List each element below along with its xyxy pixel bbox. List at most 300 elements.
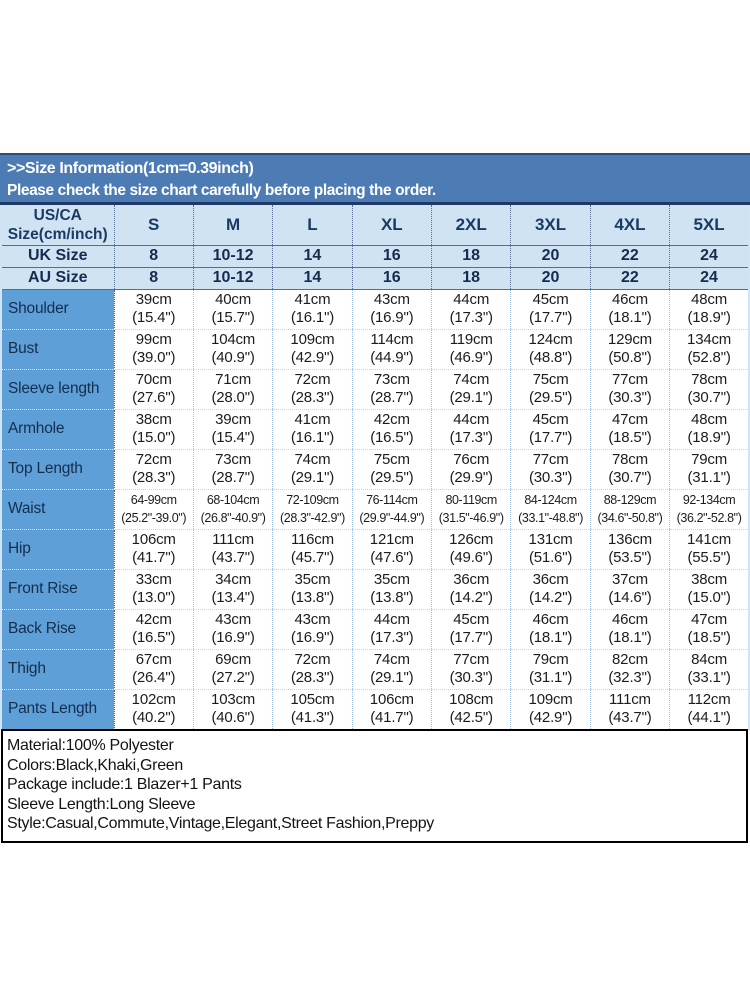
measurement-inch: (17.7"): [529, 309, 573, 326]
measurement-cell: [273, 649, 352, 689]
measurement-cell: [432, 409, 511, 449]
measurement-inch: (18.9"): [687, 429, 731, 446]
measurement-cell: [114, 369, 193, 409]
measurement-cell: [193, 329, 272, 369]
measurement-cm: 112cm: [687, 690, 731, 708]
measurement-cm: 40cm: [215, 290, 251, 308]
measurement-cm: 134cm: [687, 330, 732, 348]
measurement-label: Thigh: [1, 649, 114, 689]
measurement-cell: [590, 329, 669, 369]
measurement-cm: 79cm: [532, 650, 569, 668]
measurement-cell: [590, 369, 669, 409]
measurement-inch: (18.1"): [608, 309, 652, 326]
measurement-cell: [193, 489, 272, 529]
measurement-cm: 99cm: [135, 330, 172, 348]
measurement-inch: (33.1"): [687, 669, 731, 686]
measurement-cell: [432, 689, 511, 729]
measurement-cell: [670, 529, 749, 569]
measurement-cell: [590, 689, 669, 729]
size-header-cell: L: [273, 205, 352, 245]
measurement-cm: 35cm: [373, 570, 410, 588]
measurement-cm: 43cm: [294, 610, 331, 628]
measurement-cell: [273, 489, 352, 529]
size-header-cell: XL: [352, 205, 431, 245]
measurement-cell: [352, 609, 431, 649]
measurement-inch: (16.9"): [370, 309, 414, 326]
measurement-cell: [511, 449, 590, 489]
measurement-inch: (39.0"): [132, 349, 176, 366]
measurement-inch: (30.3"): [449, 669, 493, 686]
measurement-cm: 79cm: [691, 450, 727, 468]
measurement-cm: 72cm: [135, 450, 172, 468]
measurement-inch: (13.0"): [132, 589, 176, 606]
measurement-cell: [114, 329, 193, 369]
measurement-cell: [670, 569, 749, 609]
size-value-cell: 8: [114, 245, 193, 267]
measurement-cell: [670, 329, 749, 369]
table-header-label-line2: Size(cm/inch): [7, 225, 108, 243]
measurement-cell: [114, 489, 193, 529]
measurement-inch: (18.1"): [529, 629, 573, 646]
measurement-cell: [352, 529, 431, 569]
measurement-cm: 46cm: [611, 610, 648, 628]
measurement-inch: (28.7"): [211, 469, 255, 486]
size-chart-warning: Please check the size chart carefully before placing the order.: [7, 182, 436, 199]
size-info-title: >>Size Information(1cm=0.39inch): [7, 160, 254, 177]
measurement-cell: [432, 609, 511, 649]
measurement-row: [1, 409, 749, 449]
measurement-cm: 136cm: [607, 530, 652, 548]
measurement-cm: 35cm: [294, 570, 331, 588]
measurement-row: [1, 449, 749, 489]
measurement-cm: 73cm: [215, 450, 251, 468]
measurement-cm: 34cm: [215, 570, 251, 588]
measurement-inch: (42.9"): [290, 349, 334, 366]
measurement-inch: (18.5"): [687, 629, 731, 646]
measurement-inch: (43.7"): [608, 709, 652, 726]
measurement-inch: (25.2"-39.0"): [121, 511, 187, 525]
measurement-cell: [352, 569, 431, 609]
measurement-cm: 48cm: [691, 410, 727, 428]
measurement-inch: (16.5"): [370, 429, 414, 446]
product-info-line: Material:100% Polyester: [7, 737, 174, 754]
measurement-cm: 88-129cm: [603, 493, 657, 507]
measurement-inch: (17.3"): [449, 309, 493, 326]
measurement-label: Hip: [1, 529, 114, 569]
measurement-cell: [352, 449, 431, 489]
measurement-inch: (29.9"-44.9"): [359, 511, 425, 525]
measurement-cm: 48cm: [691, 290, 727, 308]
measurement-cm: 46cm: [611, 290, 648, 308]
measurement-cell: [432, 329, 511, 369]
size-value-cell: 14: [273, 245, 352, 267]
measurement-cm: 64-99cm: [130, 493, 177, 507]
measurement-inch: (36.2"-52.8"): [676, 511, 742, 525]
measurement-cell: [511, 569, 590, 609]
measurement-inch: (14.2"): [529, 589, 573, 606]
measurement-label: Sleeve length: [1, 369, 114, 409]
measurement-inch: (40.2"): [132, 709, 176, 726]
measurement-inch: (13.8"): [290, 589, 334, 606]
measurement-inch: (55.5"): [687, 549, 731, 566]
measurement-label: Bust: [1, 329, 114, 369]
measurement-label: Pants Length: [1, 689, 114, 729]
measurement-cell: [590, 409, 669, 449]
measurement-inch: (16.9"): [211, 629, 255, 646]
measurement-cell: [670, 289, 749, 329]
measurement-cell: [590, 529, 669, 569]
measurement-cell: [590, 489, 669, 529]
measurement-label: Front Rise: [1, 569, 114, 609]
measurement-cm: 39cm: [135, 290, 172, 308]
measurement-cell: [670, 649, 749, 689]
measurement-cell: [352, 289, 431, 329]
measurement-inch: (28.0"): [211, 389, 255, 406]
measurement-inch: (29.1"): [449, 389, 493, 406]
measurement-inch: (13.8"): [370, 589, 414, 606]
measurement-inch: (51.6"): [529, 549, 573, 566]
measurement-cell: [273, 609, 352, 649]
measurement-inch: (17.7"): [449, 629, 493, 646]
measurement-cm: 84cm: [691, 650, 727, 668]
measurement-cell: [193, 289, 272, 329]
measurement-cm: 84-124cm: [524, 493, 577, 507]
measurement-cm: 47cm: [611, 410, 648, 428]
measurement-cm: 44cm: [453, 290, 490, 308]
measurement-inch: (16.1"): [290, 429, 334, 446]
measurement-inch: (18.1"): [608, 629, 652, 646]
measurement-inch: (15.4"): [211, 429, 255, 446]
measurement-cell: [670, 489, 749, 529]
measurement-inch: (30.3"): [608, 389, 652, 406]
measurement-inch: (16.1"): [290, 309, 334, 326]
measurement-cm: 82cm: [611, 650, 648, 668]
measurement-cm: 77cm: [532, 450, 569, 468]
measurement-cell: [114, 529, 193, 569]
measurement-cell: [352, 689, 431, 729]
measurement-cell: [511, 689, 590, 729]
measurement-cm: 71cm: [215, 370, 251, 388]
product-info-line: Style:Casual,Commute,Vintage,Elegant,Street Fashion,Preppy: [7, 815, 434, 832]
measurement-inch: (31.1"): [529, 669, 573, 686]
measurement-inch: (28.3"-42.9"): [280, 511, 345, 525]
measurement-cell: [273, 369, 352, 409]
size-value-cell: 24: [670, 245, 749, 267]
measurement-cell: [114, 569, 193, 609]
measurement-cm: 74cm: [373, 650, 410, 668]
measurement-cell: [114, 649, 193, 689]
size-value-cell: 20: [511, 245, 590, 267]
measurement-cm: 70cm: [135, 370, 172, 388]
measurement-cell: [432, 569, 511, 609]
measurement-cm: 41cm: [294, 290, 331, 308]
measurement-cm: 75cm: [532, 370, 569, 388]
measurement-inch: (15.7"): [211, 309, 255, 326]
measurement-cm: 126cm: [449, 530, 494, 548]
size-row-label: UK Size: [1, 245, 114, 267]
product-info-box: [1, 729, 748, 843]
measurement-cell: [670, 689, 749, 729]
measurement-cm: 129cm: [607, 330, 652, 348]
measurement-cell: [670, 609, 749, 649]
measurement-cm: 124cm: [528, 330, 573, 348]
product-info-line: Colors:Black,Khaki,Green: [7, 756, 183, 774]
measurement-cell: [670, 449, 749, 489]
measurement-inch: (28.3"): [290, 669, 334, 686]
measurement-inch: (28.7"): [370, 389, 414, 406]
measurement-cell: [511, 489, 590, 529]
size-value-cell: 20: [511, 267, 590, 289]
size-value-cell: 18: [432, 245, 511, 267]
measurement-cell: [352, 649, 431, 689]
measurement-cell: [273, 329, 352, 369]
measurement-cm: 39cm: [215, 410, 251, 428]
measurement-inch: (28.3"): [290, 389, 334, 406]
measurement-inch: (40.9"): [211, 349, 255, 366]
measurement-cell: [511, 609, 590, 649]
measurement-cell: [114, 449, 193, 489]
measurement-cm: 38cm: [691, 570, 727, 588]
measurement-cm: 131cm: [528, 530, 573, 548]
measurement-cell: [432, 649, 511, 689]
size-value-cell: 10-12: [193, 245, 272, 267]
measurement-cell: [114, 689, 193, 729]
table-header-row: [1, 205, 749, 245]
measurement-cm: 108cm: [449, 690, 494, 708]
measurement-cm: 76cm: [453, 450, 490, 468]
size-value-cell: 8: [114, 267, 193, 289]
measurement-cell: [273, 449, 352, 489]
measurement-cell: [511, 529, 590, 569]
measurement-inch: (28.3"): [132, 469, 176, 486]
size-header-cell: 3XL: [511, 205, 590, 245]
measurement-cm: 69cm: [215, 650, 251, 668]
measurement-cm: 78cm: [691, 370, 727, 388]
size-header-cell: S: [114, 205, 193, 245]
measurement-cell: [511, 649, 590, 689]
measurement-cm: 114cm: [370, 330, 414, 348]
measurement-cm: 44cm: [453, 410, 490, 428]
size-value-cell: 16: [352, 267, 431, 289]
product-info-line: Package include:1 Blazer+1 Pants: [7, 776, 242, 793]
measurement-inch: (41.7"): [370, 709, 414, 726]
measurement-cell: [511, 409, 590, 449]
measurement-inch: (29.1"): [370, 669, 414, 686]
measurement-cm: 33cm: [135, 570, 172, 588]
size-row-label: AU Size: [1, 267, 114, 289]
measurement-cell: [590, 609, 669, 649]
measurement-inch: (15.4"): [132, 309, 176, 326]
measurement-cm: 47cm: [691, 610, 727, 628]
measurement-cm: 37cm: [611, 570, 648, 588]
measurement-cell: [670, 369, 749, 409]
uk-size-row: [1, 245, 749, 267]
measurement-cell: [590, 289, 669, 329]
measurement-inch: (49.6"): [449, 549, 493, 566]
measurement-cm: 44cm: [373, 610, 410, 628]
measurement-cell: [273, 289, 352, 329]
measurement-inch: (18.9"): [687, 309, 731, 326]
size-header-cell: M: [193, 205, 272, 245]
measurement-cell: [590, 569, 669, 609]
measurement-cm: 46cm: [532, 610, 569, 628]
measurement-row: [1, 689, 749, 729]
size-header-cell: 4XL: [590, 205, 669, 245]
measurement-inch: (17.3"): [449, 429, 493, 446]
size-header-cell: 2XL: [432, 205, 511, 245]
measurement-cell: [193, 529, 272, 569]
measurement-inch: (26.8"-40.9"): [200, 511, 266, 525]
measurement-cm: 109cm: [528, 690, 573, 708]
measurement-inch: (13.4"): [211, 589, 255, 606]
measurement-cm: 103cm: [211, 690, 256, 708]
measurement-cm: 45cm: [532, 410, 569, 428]
measurement-cell: [511, 369, 590, 409]
size-value-cell: 14: [273, 267, 352, 289]
measurement-cell: [193, 449, 272, 489]
measurement-row: [1, 489, 749, 529]
measurement-cell: [273, 409, 352, 449]
measurement-cm: 43cm: [373, 290, 410, 308]
measurement-row: [1, 649, 749, 689]
measurement-inch: (42.9"): [529, 709, 573, 726]
measurement-cell: [114, 609, 193, 649]
measurement-cm: 119cm: [449, 330, 493, 348]
measurement-cm: 36cm: [532, 570, 569, 588]
measurement-cm: 67cm: [135, 650, 172, 668]
measurement-cell: [432, 369, 511, 409]
measurement-cm: 72-109cm: [286, 493, 339, 507]
measurement-cm: 77cm: [453, 650, 490, 668]
size-table: [0, 205, 750, 730]
measurement-inch: (18.5"): [608, 429, 652, 446]
measurement-inch: (45.7"): [290, 549, 334, 566]
measurement-cm: 72cm: [294, 650, 331, 668]
measurement-cm: 106cm: [131, 530, 176, 548]
measurement-label: Back Rise: [1, 609, 114, 649]
au-size-row: [1, 267, 749, 289]
measurement-row: [1, 329, 749, 369]
measurement-cell: [273, 529, 352, 569]
size-value-cell: 22: [590, 245, 669, 267]
measurement-inch: (41.7"): [132, 549, 176, 566]
measurement-cm: 76-114cm: [366, 493, 418, 507]
measurement-inch: (44.9"): [370, 349, 414, 366]
measurement-cell: [193, 369, 272, 409]
measurement-cm: 74cm: [453, 370, 490, 388]
measurement-cm: 45cm: [453, 610, 490, 628]
measurement-inch: (43.7"): [211, 549, 255, 566]
measurement-inch: (34.6"-50.8"): [597, 511, 663, 525]
measurement-inch: (41.3"): [290, 709, 334, 726]
measurement-cm: 80-119cm: [445, 493, 497, 507]
measurement-cell: [193, 649, 272, 689]
measurement-inch: (31.1"): [687, 469, 731, 486]
measurement-cell: [114, 409, 193, 449]
measurement-cm: 43cm: [215, 610, 251, 628]
measurement-cell: [590, 449, 669, 489]
measurement-label: Shoulder: [1, 289, 114, 329]
measurement-inch: (29.1"): [290, 469, 334, 486]
measurement-cell: [273, 569, 352, 609]
measurement-label: Top Length: [1, 449, 114, 489]
measurement-inch: (15.0"): [132, 429, 176, 446]
measurement-cell: [193, 569, 272, 609]
measurement-cm: 92-134cm: [682, 493, 736, 507]
measurement-inch: (53.5"): [608, 549, 652, 566]
measurement-inch: (33.1"-48.8"): [518, 511, 583, 525]
measurement-cm: 116cm: [290, 530, 334, 548]
measurement-inch: (50.8"): [608, 349, 652, 366]
measurement-inch: (14.2"): [449, 589, 493, 606]
measurement-cm: 121cm: [369, 530, 414, 548]
measurement-inch: (27.6"): [132, 389, 176, 406]
measurement-cell: [670, 409, 749, 449]
measurement-cm: 141cm: [687, 530, 732, 548]
measurement-inch: (17.7"): [529, 429, 573, 446]
measurement-cell: [193, 689, 272, 729]
measurement-cm: 111cm: [609, 690, 651, 708]
measurement-inch: (46.9"): [449, 349, 493, 366]
measurement-label: Armhole: [1, 409, 114, 449]
measurement-cell: [432, 449, 511, 489]
measurement-inch: (47.6"): [370, 549, 414, 566]
measurement-inch: (30.7"): [608, 469, 652, 486]
measurement-cm: 106cm: [369, 690, 414, 708]
measurement-cell: [352, 329, 431, 369]
measurement-cm: 109cm: [290, 330, 335, 348]
measurement-cm: 36cm: [453, 570, 490, 588]
measurement-cell: [432, 489, 511, 529]
measurement-inch: (48.8"): [529, 349, 573, 366]
measurement-cm: 77cm: [611, 370, 648, 388]
measurement-cm: 78cm: [611, 450, 648, 468]
measurement-cm: 41cm: [294, 410, 331, 428]
measurement-inch: (29.5"): [370, 469, 414, 486]
measurement-cm: 73cm: [373, 370, 410, 388]
measurement-cm: 104cm: [211, 330, 256, 348]
measurement-cell: [352, 409, 431, 449]
measurement-inch: (26.4"): [132, 669, 176, 686]
measurement-cell: [193, 609, 272, 649]
measurement-cm: 75cm: [373, 450, 410, 468]
measurement-inch: (52.8"): [687, 349, 731, 366]
size-header-cell: 5XL: [670, 205, 749, 245]
measurement-cm: 111cm: [212, 530, 254, 548]
measurement-cell: [590, 649, 669, 689]
measurement-inch: (29.5"): [529, 389, 573, 406]
measurement-cm: 72cm: [294, 370, 331, 388]
measurement-inch: (44.1"): [687, 709, 731, 726]
measurement-inch: (42.5"): [449, 709, 493, 726]
measurement-cell: [114, 289, 193, 329]
measurement-cm: 105cm: [290, 690, 335, 708]
measurement-cell: [511, 289, 590, 329]
table-header-label: [1, 205, 114, 245]
measurement-cell: [511, 329, 590, 369]
size-value-cell: 22: [590, 267, 669, 289]
measurement-cm: 42cm: [135, 610, 172, 628]
measurement-cell: [432, 529, 511, 569]
measurement-inch: (17.3"): [370, 629, 414, 646]
measurement-label: Waist: [1, 489, 114, 529]
measurement-row: [1, 369, 749, 409]
measurement-inch: (27.2"): [211, 669, 255, 686]
measurement-inch: (14.6"): [608, 589, 652, 606]
measurement-cell: [432, 289, 511, 329]
size-value-cell: 24: [670, 267, 749, 289]
measurement-cm: 45cm: [532, 290, 569, 308]
